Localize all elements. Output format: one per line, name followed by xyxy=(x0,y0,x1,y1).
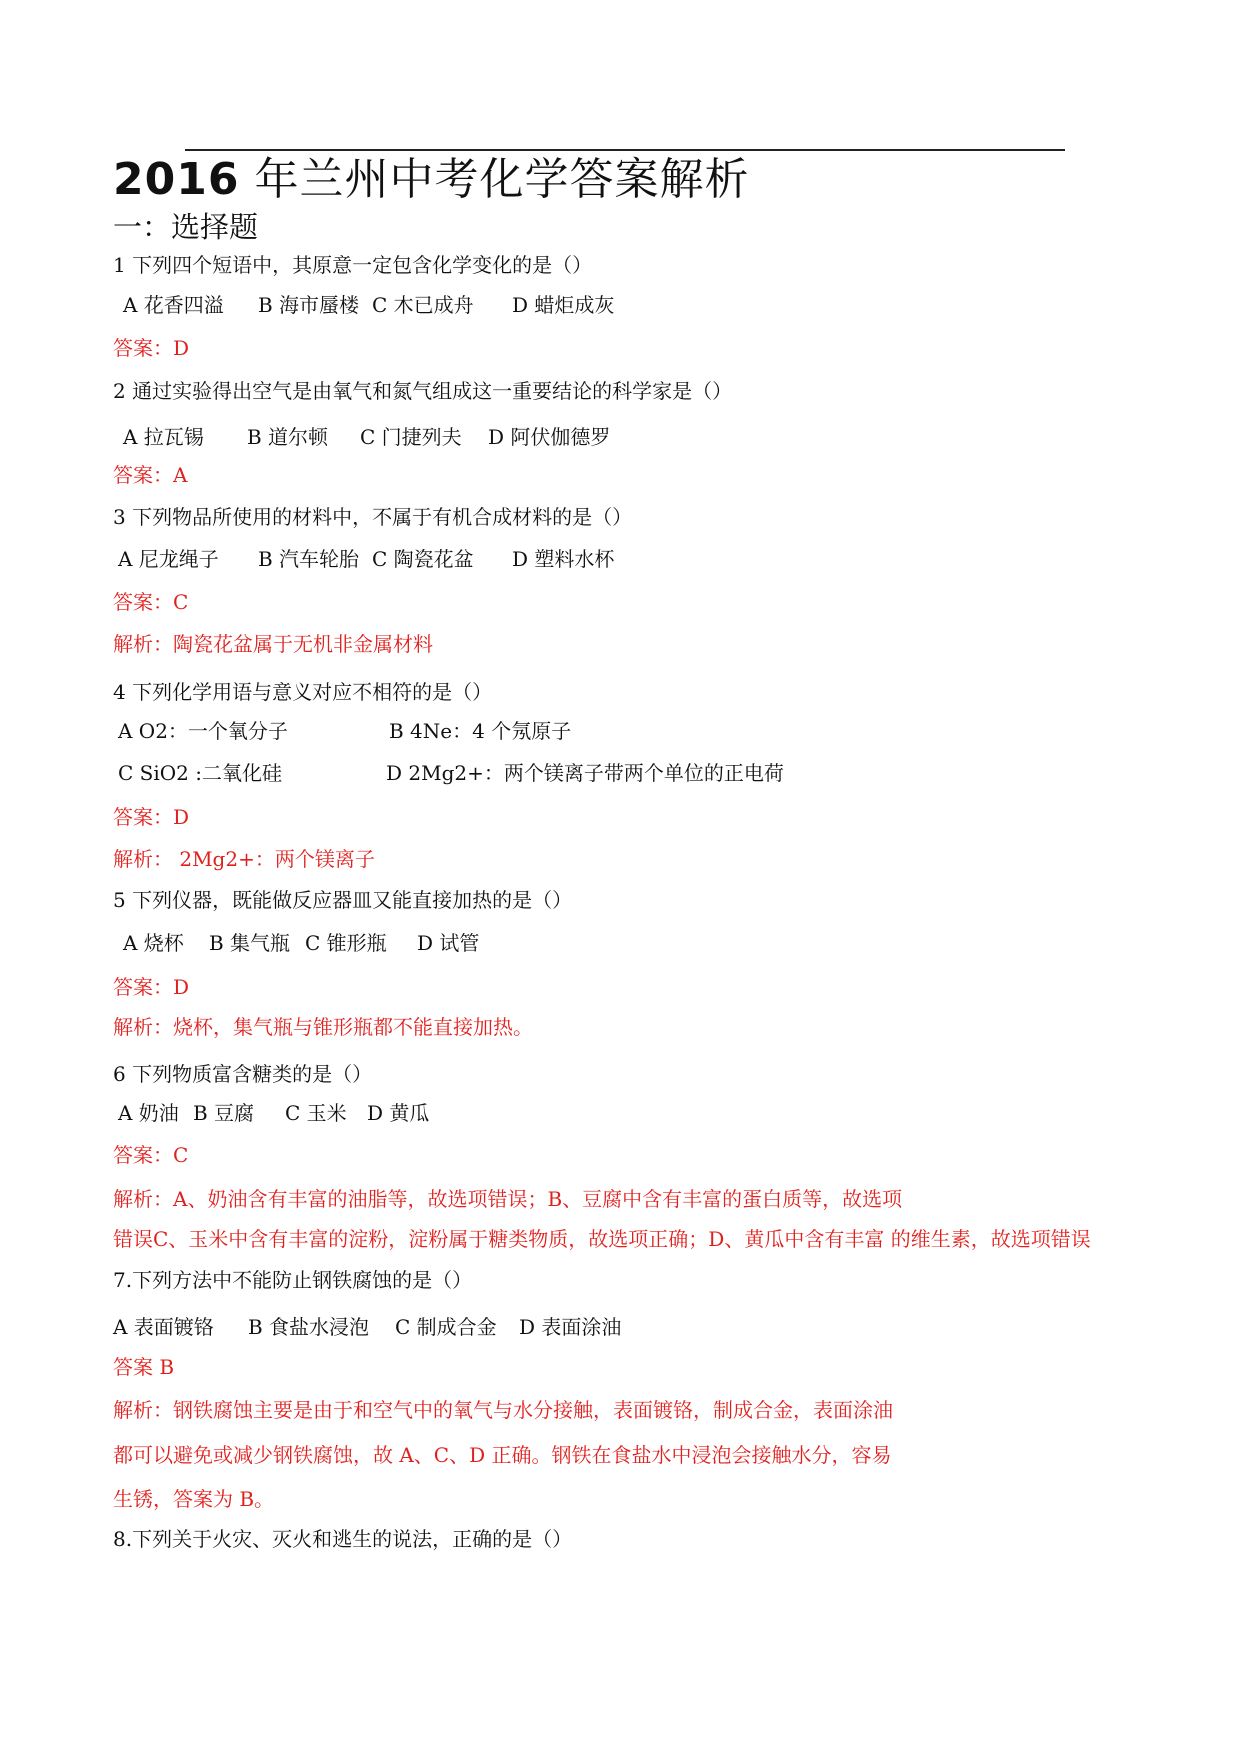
q7-option-b: B 食盐水浸泡 xyxy=(248,1315,370,1339)
question-8: 8.下列关于火灾、灭火和逃生的说法，正确的是（） xyxy=(113,1527,573,1551)
q4-option-a: A O2：一个氧分子 xyxy=(118,719,288,743)
q6-option-d: D 黄瓜 xyxy=(367,1101,430,1125)
q1-option-d: D 蜡炬成灰 xyxy=(512,293,615,317)
q3-option-a: A 尼龙绳子 xyxy=(118,547,219,571)
q3-option-d: D 塑料水杯 xyxy=(512,547,615,571)
q7-option-d: D 表面涂油 xyxy=(519,1315,622,1339)
q2-answer: 答案：A xyxy=(113,463,188,487)
title-text: 年兰州中考化学答案解析 xyxy=(239,154,750,205)
q3-answer: 答案：C xyxy=(113,590,189,614)
question-1-options xyxy=(123,293,614,317)
q5-option-d: D 试管 xyxy=(417,931,480,955)
q6-option-c: C 玉米 xyxy=(285,1101,347,1125)
q5-answer: 答案：D xyxy=(113,975,190,999)
q2-option-a: A 拉瓦锡 xyxy=(123,425,204,449)
q5-option-c: C 锥形瓶 xyxy=(305,931,387,955)
page-title xyxy=(113,154,749,206)
q1-option-a: A 花香四溢 xyxy=(123,293,224,317)
q5-analysis: 解析：烧杯，集气瓶与锥形瓶都不能直接加热。 xyxy=(113,1015,533,1039)
q1-answer: 答案：D xyxy=(113,336,190,360)
q7-analysis-line-1: 解析：钢铁腐蚀主要是由于和空气中的氧气与水分接触，表面镀铬，制成合金，表面涂油 xyxy=(113,1398,893,1422)
q3-analysis: 解析：陶瓷花盆属于无机非金属材料 xyxy=(113,632,433,656)
q6-option-a: A 奶油 xyxy=(118,1101,179,1125)
section-heading: 一：选择题 xyxy=(113,210,259,244)
q4-answer: 答案：D xyxy=(113,805,190,829)
q7-analysis-line-3: 生锈，答案为 B。 xyxy=(113,1487,275,1511)
q2-option-c: C 门捷列夫 xyxy=(360,425,462,449)
q7-analysis-line-2: 都可以避免或减少钢铁腐蚀，故 A、C、D 正确。钢铁在食盐水中浸泡会接触水分，容易 xyxy=(113,1443,892,1467)
q6-answer: 答案：C xyxy=(113,1143,189,1167)
q6-analysis-line-2: 错误C、玉米中含有丰富的淀粉，淀粉属于糖类物质，故选项正确；D、黄瓜中含有丰富 的维生素，故选项错误 xyxy=(113,1227,1091,1251)
q5-option-a: A 烧杯 xyxy=(123,931,184,955)
q6-analysis-line-1: 解析：A、奶油含有丰富的油脂等，故选项错误；B、豆腐中含有丰富的蛋白质等，故选项 xyxy=(113,1187,903,1211)
q2-option-d: D 阿伏伽德罗 xyxy=(488,425,611,449)
question-5: 5 下列仪器，既能做反应器皿又能直接加热的是（） xyxy=(113,888,573,912)
title-year: 2016 xyxy=(113,154,240,205)
question-7: 7.下列方法中不能防止钢铁腐蚀的是（） xyxy=(113,1268,473,1292)
question-6-options xyxy=(118,1101,429,1125)
q4-option-d: D 2Mg2+：两个镁离子带两个单位的正电荷 xyxy=(386,761,784,785)
question-2: 2 通过实验得出空气是由氧气和氮气组成这一重要结论的科学家是（） xyxy=(113,379,733,403)
question-6: 6 下列物质富含糖类的是（） xyxy=(113,1062,373,1086)
question-4: 4 下列化学用语与意义对应不相符的是（） xyxy=(113,680,493,704)
question-2-options xyxy=(123,425,610,449)
q1-option-c: C 木已成舟 xyxy=(372,293,474,317)
question-5-options xyxy=(123,931,479,955)
q4-option-b: B 4Ne：4 个氖原子 xyxy=(389,719,572,743)
q4-option-c: C SiO2 :二氧化硅 xyxy=(118,761,282,785)
q5-option-b: B 集气瓶 xyxy=(209,931,291,955)
q3-option-c: C 陶瓷花盆 xyxy=(372,547,474,571)
header-rule xyxy=(185,149,1065,151)
q3-option-b: B 汽车轮胎 xyxy=(258,547,360,571)
question-3-options xyxy=(118,547,614,571)
q7-option-c: C 制成合金 xyxy=(395,1315,497,1339)
q4-analysis: 解析： 2Mg2+：两个镁离子 xyxy=(113,847,375,871)
question-7-options xyxy=(113,1315,621,1339)
question-1: 1 下列四个短语中，其原意一定包含化学变化的是（） xyxy=(113,253,593,277)
q2-option-b: B 道尔顿 xyxy=(247,425,329,449)
q6-option-b: B 豆腐 xyxy=(193,1101,255,1125)
q1-option-b: B 海市蜃楼 xyxy=(258,293,360,317)
q7-option-a: A 表面镀铬 xyxy=(113,1315,214,1339)
q7-answer: 答案 B xyxy=(113,1355,175,1379)
question-3: 3 下列物品所使用的材料中，不属于有机合成材料的是（） xyxy=(113,505,633,529)
